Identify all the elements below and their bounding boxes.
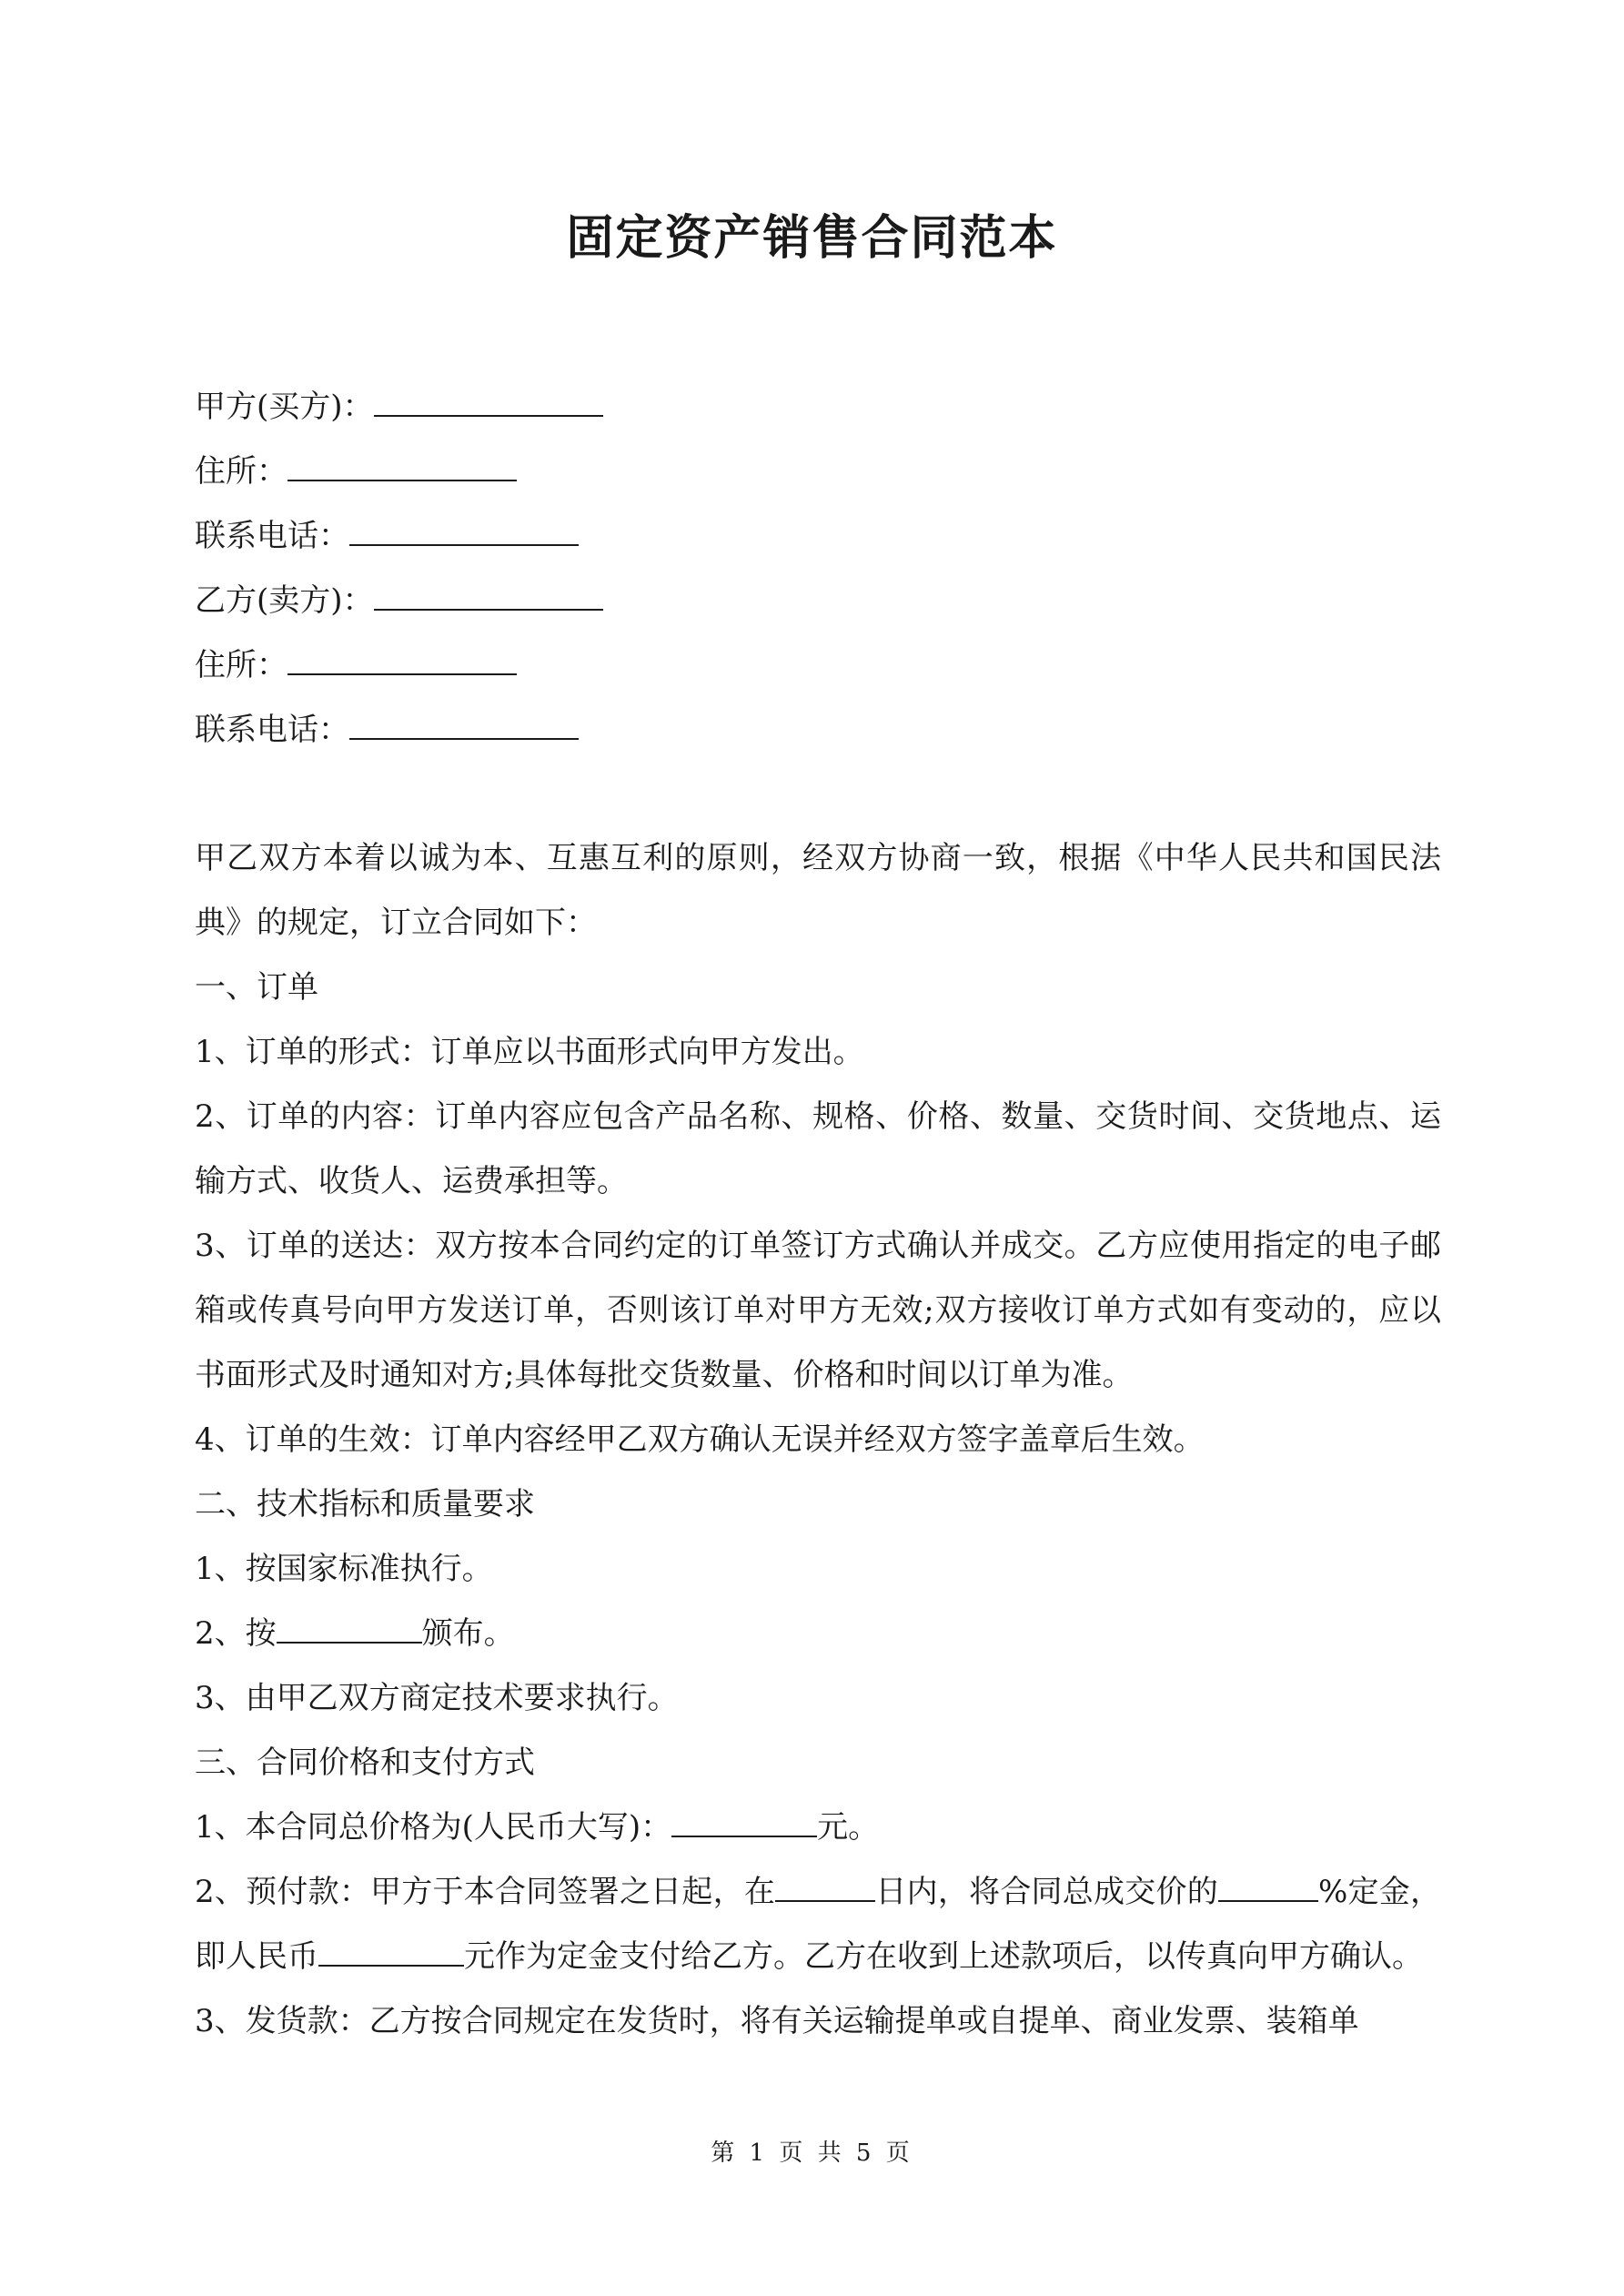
clause-national-standard: 1、按国家标准执行。 [195,1551,493,1587]
seller-address-line [195,633,1450,698]
clause-order-content: 2、订单的内容：订单内容应包含产品名称、规格、价格、数量、交货时间、交货地点、运输方式、收货人、运费承担等。 [195,1098,1441,1199]
seller-address-label: 住所： [195,647,287,683]
intro-paragraph: 甲乙双方本着以诚为本、互惠互利的原则，经双方协商一致，根据《中华人民共和国民法典》的规定，订立合同如下： [195,840,1441,941]
standard-blank [277,1614,422,1644]
clause-agreed-requirements: 3、由甲乙双方商定技术要求执行。 [195,1680,679,1716]
buyer-phone-label: 联系电话： [195,518,349,554]
buyer-address-label: 住所： [195,453,287,490]
buyer-phone-line [195,504,1450,569]
prepayment-percent-blank [1218,1873,1318,1902]
clause-total-price-prefix: 1、本合同总价格为(人民币大写)： [195,1809,672,1846]
seller-phone-blank [349,711,579,740]
clause-order-delivery: 3、订单的送达：双方按本合同约定的订单签订方式确认并成交。乙方应使用指定的电子邮箱或传真号向甲方发送订单，否则该订单对甲方无效;双方接收订单方式如有变动的，应以书面形式及时通知对方;具体每批交货数量、价格和时间以订单为准。 [195,1228,1441,1393]
buyer-line [195,375,1450,440]
section-heading-quality: 二、技术指标和质量要求 [195,1486,535,1522]
clause-total-price-suffix: 元。 [817,1809,880,1846]
clause-order-effect: 4、订单的生效：订单内容经甲乙双方确认无误并经双方签字盖章后生效。 [195,1421,1205,1458]
section-heading-price: 三、合同价格和支付方式 [195,1745,535,1781]
clause-prepayment [195,1860,1441,1989]
buyer-blank [374,388,603,417]
prepayment-text-d: 元作为定金支付给乙方。乙方在收到上述款项后，以传真向甲方确认。 [464,1938,1423,1975]
clause-custom-standard-prefix: 2、按 [195,1615,277,1652]
page-footer: 第 1 页 共 5 页 [711,2139,913,2167]
clause-custom-standard-suffix: 颁布。 [421,1615,515,1652]
seller-blank [374,582,603,611]
seller-line [195,569,1450,633]
prepayment-text-a: 2、预付款：甲方于本合同签署之日起，在 [195,1874,776,1910]
page-title: 固定资产销售合同范本 [566,211,1058,266]
seller-phone-line [195,698,1450,763]
seller-label: 乙方(卖方)： [195,582,374,619]
section-heading-orders: 一、订单 [195,969,318,1006]
prepayment-days-blank [775,1873,875,1902]
party-info-section [195,375,1450,763]
seller-phone-label: 联系电话： [195,712,349,748]
total-price-blank [671,1808,817,1837]
seller-address-blank [287,646,517,675]
clause-custom-standard [195,1602,1441,1666]
buyer-address-blank [287,452,517,481]
clause-total-price [195,1795,1441,1860]
clause-shipment-payment: 3、发货款：乙方按合同规定在发货时，将有关运输提单或自提单、商业发票、装箱单 [195,2003,1359,2039]
buyer-phone-blank [349,517,579,546]
contract-body [195,826,1441,2054]
prepayment-amount-blank [318,1937,464,1967]
prepayment-text-c: %定金，即人民币 [195,1874,1442,1975]
buyer-label: 甲方(买方)： [195,389,374,425]
prepayment-text-b: 日内，将合同总成交价的 [875,1874,1218,1910]
buyer-address-line [195,440,1450,504]
clause-order-form: 1、订单的形式：订单应以书面形式向甲方发出。 [195,1034,864,1070]
